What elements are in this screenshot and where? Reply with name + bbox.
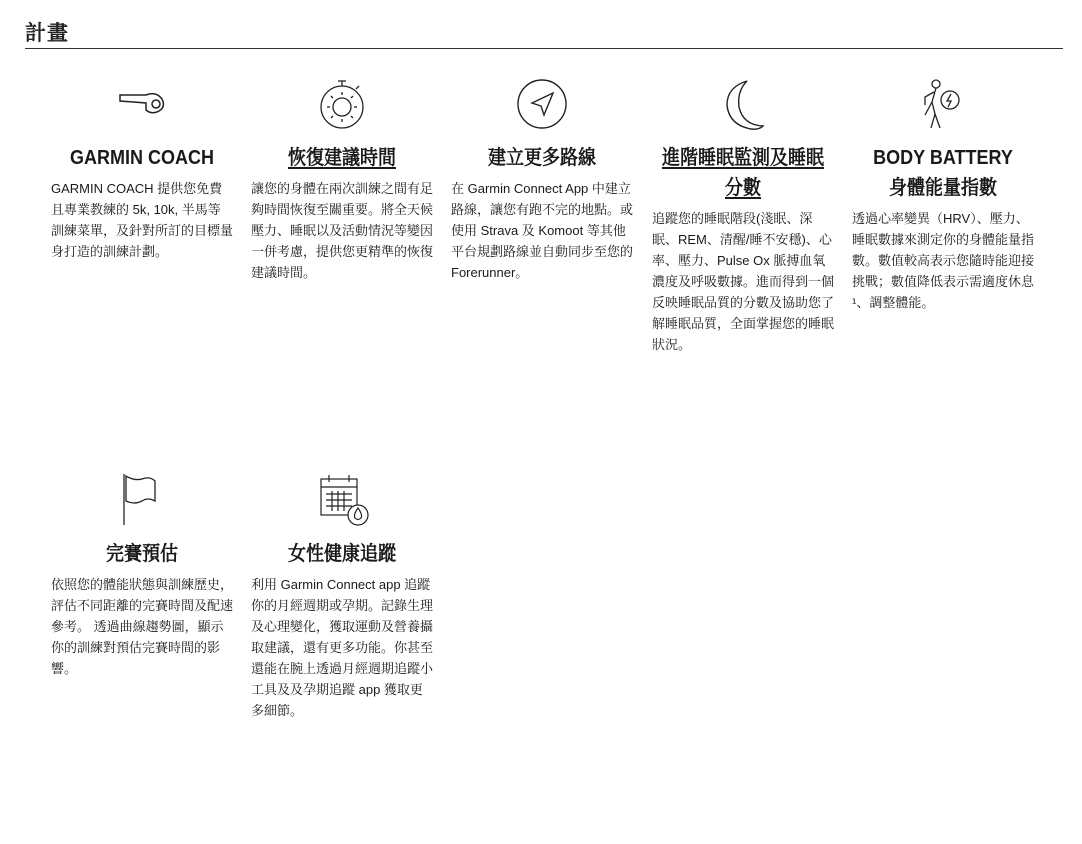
whistle-icon (112, 73, 172, 133)
feature-description: GARMIN COACH 提供您免費且專業教練的 5k, 10k, 半馬等訓練菜單，及針對所訂的目標量身打造的訓練計劃。 (51, 181, 234, 259)
feature-description: 追蹤您的睡眠階段(淺眠、深眠、REM、清醒/睡不安穩)、心率、壓力、Pulse Ox 脈搏血氧濃度及呼吸數據。進而得到一個反映睡眠品質的分數及協助您了解睡眠品質，全面掌握您的睡眠狀況。 (652, 211, 835, 352)
feature-description: 讓您的身體在兩次訓練之間有足夠時間恢復至關重要。將全天候壓力、睡眠以及活動情況等變因一併考慮，提供您更精準的恢復建議時間。 (251, 181, 434, 280)
stopwatch-icon (312, 73, 372, 133)
feature-title-line1: BODY BATTERY (873, 147, 1013, 169)
feature-title: 女性健康追蹤 (288, 543, 396, 565)
body-battery-icon (913, 73, 973, 133)
feature-race-predictor (51, 469, 233, 679)
feature-body-battery (852, 73, 1034, 313)
flag-icon (112, 469, 172, 529)
feature-womens-health (251, 469, 433, 721)
feature-create-courses (451, 73, 633, 283)
navigation-arrow-icon (512, 73, 572, 133)
feature-recovery-advisor[interactable] (251, 73, 433, 283)
feature-description: 在 Garmin Connect App 中建立路線，讓您有跑不完的地點。或使用 Strava 及 Komoot 等其他平台規劃路線並自動同步至您的 Forerunner。 (451, 181, 634, 280)
feature-description: 透過心率變異（HRV）、壓力、睡眠數據來測定你的身體能量指數。數值較高表示您隨時能迎接挑戰；數值降低表示需適度休息¹、調整體能。 (852, 211, 1035, 310)
feature-description: 依照您的體能狀態與訓練歷史，評估不同距離的完賽時間及配速參考。 透過曲線趨勢圖，顯示你的訓練對預估完賽時間的影響。 (51, 577, 234, 676)
calendar-drop-icon (312, 469, 372, 529)
feature-title: GARMIN COACH (70, 147, 214, 169)
feature-title-line2: 身體能量指數 (889, 177, 997, 199)
feature-title: 建立更多路線 (488, 147, 596, 169)
feature-title (861, 143, 1025, 203)
moon-icon (713, 73, 773, 133)
feature-title: 完賽預估 (106, 543, 178, 565)
section-title: 計畫 (25, 22, 69, 45)
section-header (25, 20, 1063, 49)
feature-title-link[interactable]: 恢復建議時間 (288, 147, 396, 169)
feature-garmin-coach (51, 73, 233, 262)
feature-title-link[interactable]: 進階睡眠監測及睡眠分數 (662, 147, 824, 199)
feature-advanced-sleep[interactable] (652, 73, 834, 355)
feature-description: 利用 Garmin Connect app 追蹤你的月經週期或孕期。記錄生理及心理變化，獲取運動及營養攝取建議，還有更多功能。你甚至還能在腕上透過月經週期追蹤小工具及及孕期追蹤 app 獲取更多細節。 (251, 577, 434, 718)
